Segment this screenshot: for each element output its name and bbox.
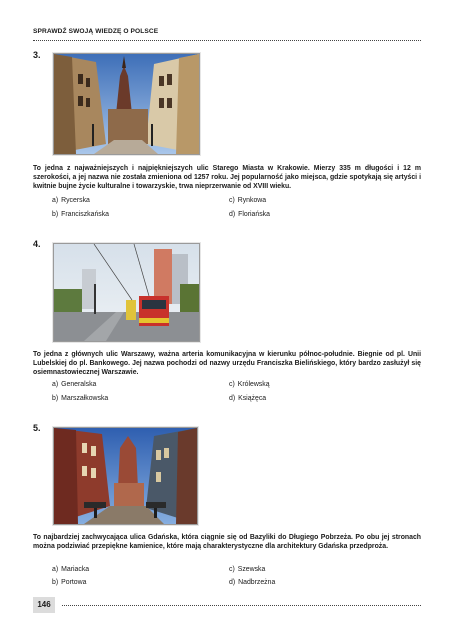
question-5-text: To najbardziej zachwycająca ulica Gdańska, która ciągnie się od Bazyliki do Długiego Pobrzeża. Po obu jej stronach można podziwiać przepiękne kamienice, które mają charakterystyczne dla architektury Gdańska przedproża.	[33, 534, 421, 551]
option-label: Franciszkańska	[61, 211, 110, 218]
option-label: Mariacka	[61, 566, 90, 573]
option-3b[interactable]	[52, 211, 109, 218]
option-5d[interactable]	[229, 579, 275, 586]
option-3d[interactable]	[229, 211, 270, 218]
option-label: Książęca	[238, 395, 267, 402]
photo-warsaw-street	[53, 243, 200, 342]
option-letter: d)	[229, 211, 236, 218]
footer-divider	[62, 605, 421, 606]
option-4b[interactable]	[52, 395, 108, 402]
header-divider	[33, 40, 421, 41]
question-number-3: 3.	[33, 50, 41, 60]
option-letter: d)	[229, 579, 236, 586]
option-label: Nadbrzeżna	[238, 579, 276, 586]
option-label: Rycerska	[61, 197, 90, 204]
photo-krakow-street	[53, 53, 200, 155]
option-5a[interactable]	[52, 566, 89, 573]
option-letter: a)	[52, 197, 59, 204]
option-label: Generalska	[61, 381, 97, 388]
option-label: Królewską	[237, 381, 270, 388]
option-letter: a)	[52, 566, 59, 573]
option-letter: a)	[52, 381, 59, 388]
question-3-text: To jedna z najważniejszych i najpiękniejszych ulic Starego Miasta w Krakowie. Mierzy 335 m długości i 12 m szerokości, a jej nazwa nie została zmieniona od 1257 roku. Jej popularność jako miejsca, gdzie spotykają się artyści i kwitnie bujne życie kulturalne i towarzyskie, trwa nieprzerwanie od XVIII wieku.	[33, 165, 421, 191]
option-label: Rynkowa	[237, 197, 267, 204]
option-4c[interactable]	[229, 381, 270, 388]
option-letter: c)	[229, 381, 235, 388]
option-5b[interactable]	[52, 579, 86, 586]
option-letter: b)	[52, 579, 59, 586]
option-3c[interactable]	[229, 197, 266, 204]
option-letter: b)	[52, 395, 59, 402]
option-letter: b)	[52, 211, 59, 218]
option-3a[interactable]	[52, 197, 90, 204]
option-letter: c)	[229, 197, 235, 204]
question-4-text: To jedna z głównych ulic Warszawy, ważna arteria komunikacyjna w kierunku północ-południe. Biegnie od pl. Unii Lubelskiej do pl. Bankowego. Jej nazwa pochodzi od nazwy urzędu Franciszka Bielińskiego, który bardzo zasłużył się osiemnastowiecznej Warszawie.	[33, 351, 421, 377]
option-5c[interactable]	[229, 566, 265, 573]
question-number-4: 4.	[33, 239, 41, 249]
section-header: SPRAWDŹ SWOJĄ WIEDZĘ O POLSCE	[33, 28, 159, 35]
option-letter: d)	[229, 395, 236, 402]
question-number-5: 5.	[33, 423, 41, 433]
photo-gdansk-street	[53, 427, 198, 525]
option-label: Portowa	[61, 579, 87, 586]
option-label: Marszałkowska	[61, 395, 109, 402]
option-label: Floriańska	[238, 211, 270, 218]
option-4d[interactable]	[229, 395, 266, 402]
option-label: Szewska	[237, 566, 266, 573]
page-number: 146	[33, 597, 55, 613]
option-4a[interactable]	[52, 381, 96, 388]
option-letter: c)	[229, 566, 235, 573]
